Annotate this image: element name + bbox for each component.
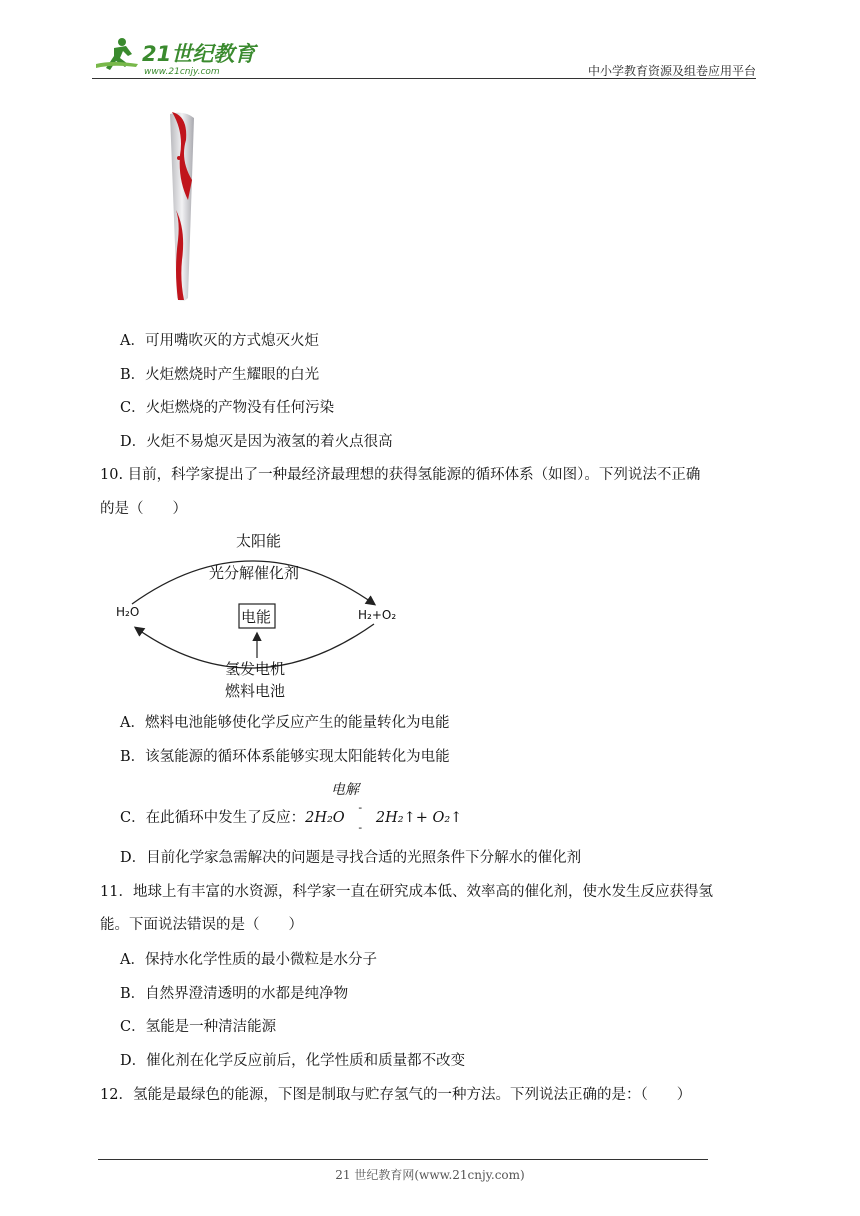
- q9-option-a: A．可用嘴吹灭的方式熄灭火炬: [120, 333, 319, 349]
- hydrogen-cycle-diagram: [112, 528, 412, 704]
- q9-option-b: B．火炬燃烧时产生耀眼的白光: [120, 367, 320, 383]
- q9-option-c: C．火炬燃烧的产物没有任何污染: [120, 400, 335, 416]
- logo-url: www.21cnjy.com: [144, 67, 220, 77]
- equation-condition: 电解: [331, 782, 359, 798]
- equation-sign: - -: [358, 801, 363, 834]
- equation-lhs: 2H₂O: [305, 810, 345, 826]
- footer-text: 21 世纪教育网(www.21cnjy.com): [335, 1168, 525, 1182]
- q10-option-a: A．燃料电池能够使化学反应产生的能量转化为电能: [120, 715, 450, 731]
- diagram-top-label1: 太阳能: [236, 532, 282, 550]
- site-logo: [92, 34, 262, 80]
- q12-stem: 12．氢能是最绿色的能源，下图是制取与贮存氢气的一种方法。下列说法正确的是：（ ）: [100, 1087, 692, 1103]
- runner-icon: [96, 38, 138, 70]
- diagram-bottom-label2: 燃料电池: [225, 682, 286, 700]
- diagram-top-label2: 光分解催化剂: [209, 564, 300, 582]
- q11-stem-line2: 能。下面说法错误的是（ ）: [100, 917, 303, 933]
- q11-stem-line1: 11．地球上有丰富的水资源，科学家一直在研究成本低、效率高的催化剂，使水发生反应获得氢: [100, 884, 713, 900]
- footer-divider: [98, 1159, 708, 1160]
- q10-stem-line2: 的是（ ）: [100, 501, 187, 517]
- q11-option-c: C．氢能是一种清洁能源: [120, 1019, 277, 1035]
- diagram-right-label: H₂+O₂: [358, 608, 397, 622]
- equation-rhs: 2H₂↑+ O₂↑: [375, 810, 463, 826]
- diagram-left-label: H₂O: [116, 605, 140, 619]
- q10-stem-line1: 10. 目前，科学家提出了一种最经济最理想的获得氢能源的循环体系（如图）。下列说法不正确: [100, 467, 701, 483]
- q11-option-b: B．自然界澄清透明的水都是纯净物: [120, 986, 349, 1002]
- q10-option-d: D．目前化学家急需解决的问题是寻找合适的光照条件下分解水的催化剂: [120, 850, 582, 866]
- q11-option-a: A．保持水化学性质的最小微粒是水分子: [120, 952, 377, 968]
- header-divider: [92, 78, 756, 79]
- diagram-center-label: 电能: [241, 608, 272, 626]
- q10-option-c-prefix: C．在此循环中发生了反应：: [120, 810, 306, 826]
- q9-option-d: D．火炬不易熄灭是因为液氢的着火点很高: [120, 434, 393, 450]
- olympic-torch-image: [162, 110, 202, 305]
- logo-text: 21世纪教育: [142, 42, 256, 66]
- q10-option-c: [120, 798, 462, 838]
- q10-option-b: B．该氢能源的循环体系能够实现太阳能转化为电能: [120, 749, 450, 765]
- header-platform-name: 中小学教育资源及组卷应用平台: [587, 64, 756, 78]
- diagram-bottom-label1: 氢发电机: [225, 660, 286, 678]
- q11-option-d: D．催化剂在化学反应前后，化学性质和质量都不改变: [120, 1053, 466, 1069]
